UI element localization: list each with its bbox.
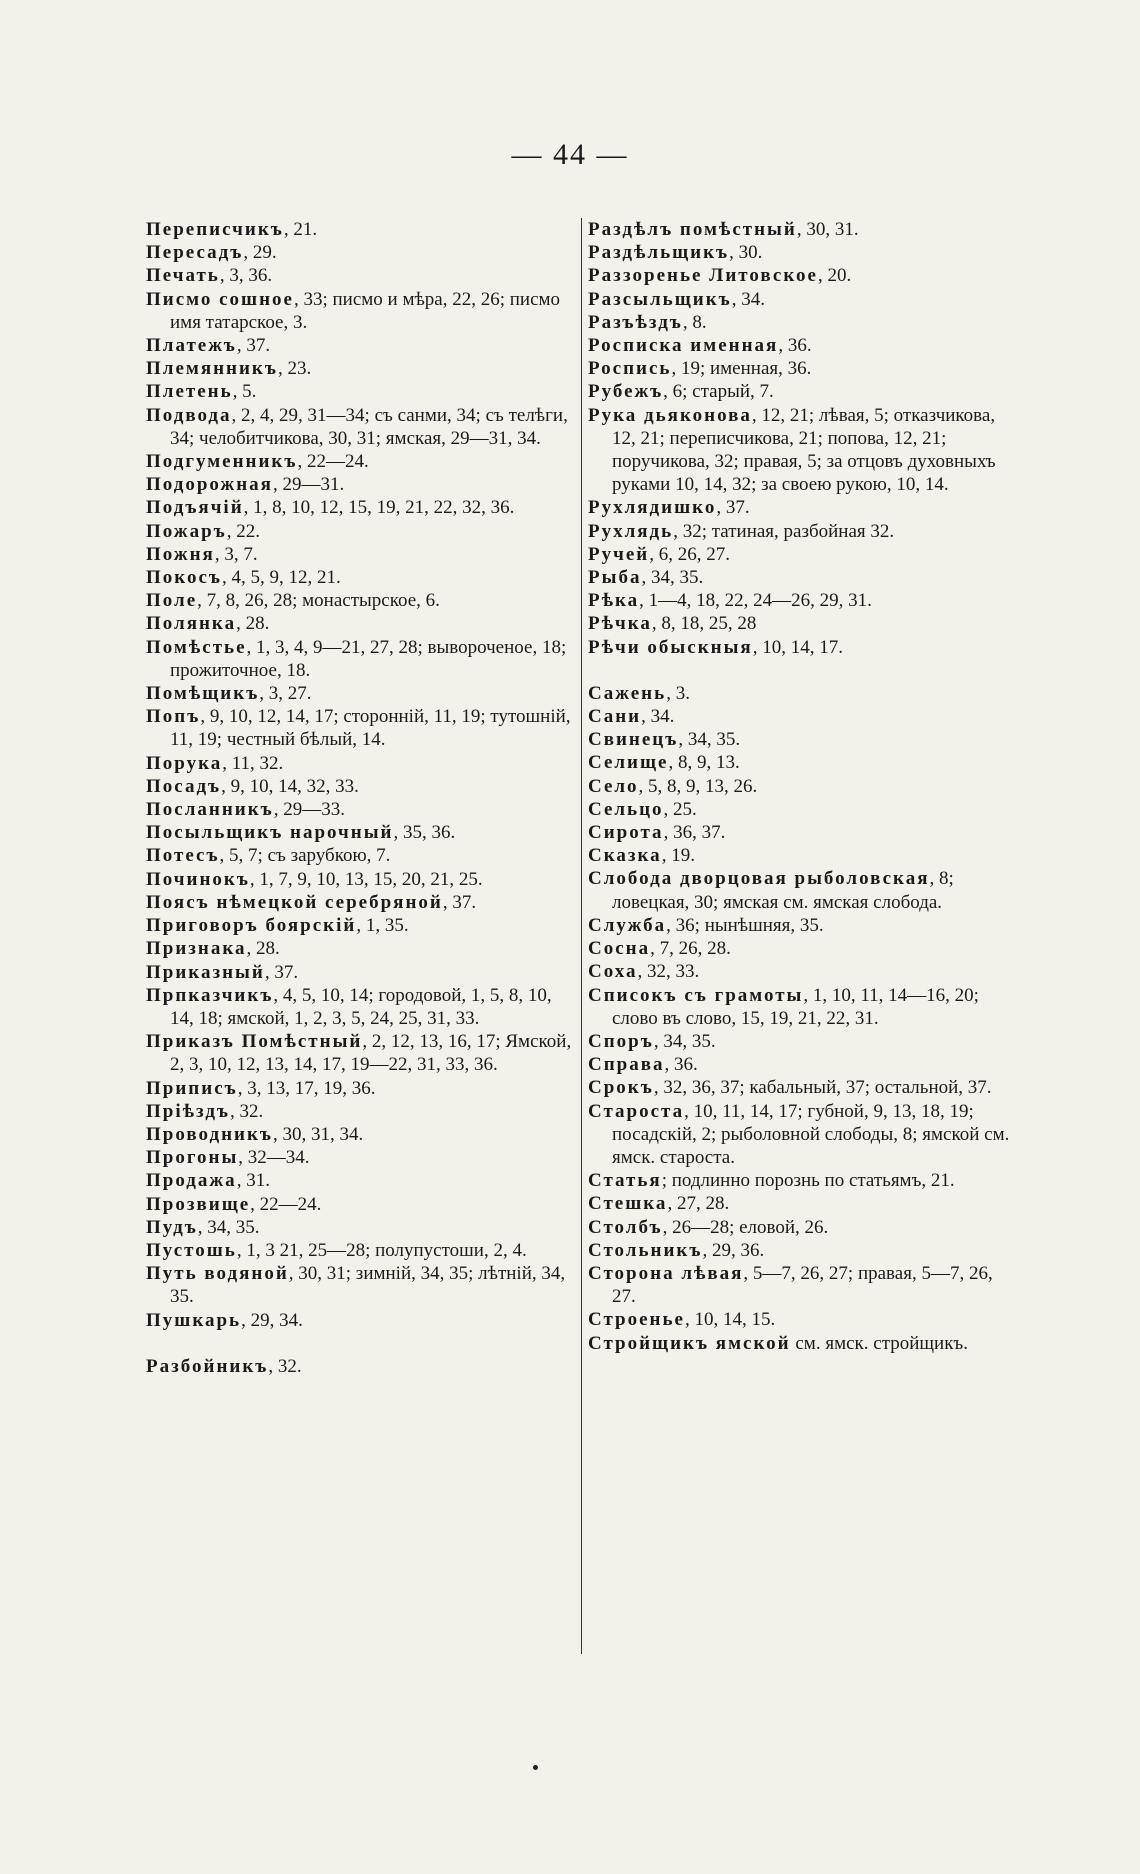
index-term: Платежъ [146, 335, 237, 357]
index-references: , 11, 32. [222, 752, 284, 774]
index-entry [146, 218, 576, 241]
index-entry [146, 380, 576, 403]
index-term: Пушкарь [146, 1309, 242, 1331]
index-references: , 4, 5, 10, 14; городовой, 1, 5, 8, 10, 14, 18; ямской, 1, 2, 3, 5, 24, 25, 31, 33. [170, 984, 552, 1029]
index-term: Рубежъ [588, 381, 664, 403]
index-term: Рыба [588, 567, 642, 589]
index-references: , 7, 26, 28. [650, 938, 731, 960]
index-entry [146, 1262, 576, 1308]
index-entry [588, 311, 1018, 334]
index-entry [588, 520, 1018, 543]
index-references: , 25. [663, 798, 697, 820]
index-references: , 37. [236, 335, 271, 357]
index-entry [588, 728, 1018, 751]
index-references: , 34, 35. [678, 729, 741, 751]
index-term: Споръ [588, 1030, 654, 1052]
index-references: , 1—4, 18, 22, 24—26, 29, 31. [639, 590, 872, 612]
index-entry [588, 404, 1018, 497]
index-term: Староста [588, 1100, 685, 1122]
index-term: Пустошь [146, 1239, 237, 1261]
index-entry [146, 937, 576, 960]
index-term: Проводникъ [146, 1123, 273, 1145]
index-references: , 1, 3 21, 25—28; полупустоши, 2, 4. [236, 1239, 527, 1261]
index-entry [588, 1239, 1018, 1262]
index-entry [588, 1262, 1018, 1308]
index-term: Подгуменникъ [146, 451, 298, 473]
index-entry [146, 1123, 576, 1146]
index-entry [146, 705, 576, 751]
index-references: , 9, 10, 12, 14, 17; стороннiй, 11, 19; тутошнiй, 11, 19; честный бѣлый, 14. [170, 706, 571, 751]
index-references: , 6, 26, 27. [649, 543, 730, 565]
index-term: Полянка [146, 613, 237, 635]
index-references: , 29—31. [272, 474, 345, 496]
index-term: Сторона лѣвая [588, 1262, 744, 1284]
index-term: Раздѣлъ помѣстный [588, 219, 797, 240]
page-number: — 44 — [511, 138, 629, 171]
letter-section-gap [146, 1332, 576, 1355]
index-references: , 32—34. [238, 1147, 310, 1169]
index-entry [588, 960, 1018, 983]
index-references: , 1, 3, 4, 9—21, 27, 28; вывороченое, 18; прожиточное, 18. [170, 636, 567, 681]
index-entry [146, 844, 576, 867]
index-term: Ручей [588, 543, 650, 565]
index-entry [588, 288, 1018, 311]
index-term: Стройщикъ ямской [588, 1332, 791, 1354]
index-references: , 34. [731, 288, 765, 310]
index-references: , 9, 10, 14, 32, 33. [221, 775, 359, 797]
index-entry [146, 775, 576, 798]
index-references: , 29—33. [273, 799, 345, 821]
index-entry [588, 636, 1018, 659]
index-references: , 5—7, 26, 27; правая, 5—7, 26, 27. [612, 1262, 993, 1308]
index-entry [146, 357, 576, 380]
index-references: , 6; старый, 7. [663, 381, 774, 403]
index-entry [588, 867, 1018, 913]
index-references: , 8. [682, 311, 707, 333]
index-term: Служба [588, 914, 667, 936]
index-references: , 28. [246, 938, 280, 960]
index-entry [146, 914, 576, 937]
index-term: Пожаръ [146, 520, 227, 542]
index-references: , 10, 14, 15. [684, 1309, 776, 1331]
index-entry [146, 1169, 576, 1192]
index-term: Село [588, 775, 639, 797]
index-term: Сказка [588, 845, 662, 867]
index-references: , 3, 27. [259, 683, 312, 705]
index-references: , 3, 36. [219, 265, 273, 287]
index-entry [588, 357, 1018, 380]
index-entry [588, 380, 1018, 403]
index-references: , 30, 31. [796, 219, 859, 240]
index-references: , 32; татиная, разбойная 32. [673, 520, 895, 542]
printed-dot-mark [533, 1765, 538, 1770]
index-references: , 5. [232, 381, 257, 403]
index-term: Потесъ [146, 845, 220, 867]
index-entry [146, 334, 576, 357]
index-term: Порука [146, 752, 223, 774]
index-entry [146, 636, 576, 682]
index-term: Сажень [588, 682, 667, 704]
index-references: , 8, 18, 25, 28 [651, 613, 757, 635]
index-references: , 1, 8, 10, 12, 15, 19, 21, 22, 32, 36. [243, 497, 515, 519]
index-term: Помѣстье [146, 636, 247, 658]
index-term: Подъячій [146, 497, 244, 519]
index-term: Прпказчикъ [146, 984, 274, 1006]
index-entry [588, 1100, 1018, 1170]
index-references: , 34, 35. [197, 1216, 260, 1238]
index-entry [146, 868, 576, 891]
index-term: Сосна [588, 938, 651, 960]
index-entry [146, 612, 576, 635]
index-term: Подорожная [146, 474, 273, 496]
index-entry [588, 241, 1018, 264]
index-term: Рѣка [588, 590, 640, 612]
index-references: , 10, 11, 14, 17; губной, 9, 13, 18, 19; посадскiй, 2; рыболовной слободы, 8; ямской см. ямск. староста. [612, 1100, 1010, 1168]
index-references: , 34. [641, 706, 675, 728]
index-references: , 2, 4, 29, 31—34; съ санми, 34; съ телѣги, 34; челобитчикова, 30, 31; ямская, 29—31, 34. [170, 404, 568, 449]
index-references: , 34, 35. [653, 1030, 716, 1052]
index-term: Разъѣздъ [588, 311, 683, 333]
index-term: Путь водяной [146, 1263, 289, 1285]
index-references: , 32. [268, 1355, 302, 1377]
index-references: , 35, 36. [393, 822, 456, 844]
index-term: Росписка именная [588, 335, 779, 357]
index-term: Сельцо [588, 798, 664, 820]
index-entry [588, 914, 1018, 937]
index-entry [588, 984, 1018, 1030]
index-references: , 32. [230, 1100, 264, 1122]
index-term: Писмо сошное [146, 288, 294, 310]
index-term: Починокъ [146, 868, 250, 890]
index-entry [588, 1332, 1018, 1355]
index-term: Справа [588, 1054, 665, 1076]
index-references: , 32, 36, 37; кабальный, 37; остальной, 37. [653, 1077, 992, 1099]
index-references: , 36; нынѣшняя, 35. [666, 914, 824, 936]
index-references: , 19; именная, 36. [671, 358, 812, 380]
index-term: Посадъ [146, 775, 222, 797]
index-references: , 1, 7, 9, 10, 13, 15, 20, 21, 25. [249, 868, 483, 890]
index-references: , 27, 28. [667, 1193, 730, 1215]
index-term: Прозвище [146, 1193, 251, 1215]
index-term: Поле [146, 590, 198, 612]
index-references: , 31. [236, 1170, 270, 1192]
index-term: Пожня [146, 543, 215, 565]
index-entry [588, 798, 1018, 821]
index-references: , 5, 8, 9, 13, 26. [638, 775, 758, 797]
index-references: , 19. [661, 845, 695, 867]
index-term: Приказъ Помѣстный [146, 1031, 363, 1053]
index-term: Переписчикъ [146, 219, 284, 240]
index-entry [588, 844, 1018, 867]
index-term: Сирота [588, 822, 664, 844]
letter-section-gap [588, 659, 1018, 682]
index-term: Селище [588, 752, 669, 774]
index-references: , 30, 31; зимнiй, 34, 35; лѣтнiй, 34, 35. [170, 1263, 566, 1308]
index-entry [588, 1053, 1018, 1076]
index-term: Помѣщикъ [146, 683, 260, 705]
index-entry [588, 775, 1018, 798]
index-references: , 4, 5, 9, 12, 21. [222, 567, 341, 589]
index-references: , 29. [243, 242, 277, 264]
index-references: , 12, 21; лѣвая, 5; отказчикова, 12, 21; переписчикова, 21; попова, 12, 21; поручикова, 32; правая, 5; за отцовъ духовныхъ руками 10, 14, 32; за своею рукою, 10, 14. [612, 404, 996, 496]
index-references: , 33; писмо и мѣра, 22, 26; писмо имя татарское, 3. [170, 288, 561, 333]
right-index-column [588, 218, 1018, 1355]
index-references: , 21. [283, 219, 318, 240]
index-term: Списокъ съ грамоты [588, 984, 804, 1006]
index-references: , 2, 12, 13, 16, 17; Ямской, 2, 3, 10, 12, 13, 14, 17, 19—22, 31, 33, 36. [170, 1031, 572, 1076]
index-references: , 23. [277, 358, 312, 380]
index-references: , 37. [716, 497, 750, 519]
index-references: ; подлинно порознь по статьямъ, 21. [661, 1170, 955, 1192]
index-term: Печать [146, 265, 220, 287]
index-entry [146, 1193, 576, 1216]
index-entry [146, 984, 576, 1030]
index-entry [146, 450, 576, 473]
index-term: Продажа [146, 1170, 237, 1192]
index-references: , 32, 33. [637, 961, 700, 983]
index-term: Срокъ [588, 1077, 654, 1099]
index-entry [588, 1308, 1018, 1331]
index-entry [588, 496, 1018, 519]
index-term: Рѣчи обыскныя [588, 636, 753, 658]
index-references: , 37. [264, 961, 299, 983]
index-term: Посыльщикъ нарочный [146, 822, 394, 844]
index-entry [146, 543, 576, 566]
index-term: Прогоны [146, 1147, 239, 1169]
index-references: , 8; ловецкая, 30; ямская см. ямская слобода. [612, 868, 954, 913]
index-term: Посланникъ [146, 799, 274, 821]
index-term: Рѣчка [588, 613, 652, 635]
index-entry [146, 1100, 576, 1123]
index-entry [588, 334, 1018, 357]
index-references: , 8, 9, 13. [668, 752, 740, 774]
index-term: Покосъ [146, 567, 222, 589]
index-term: Рухлядь [588, 520, 674, 542]
index-term: Столбъ [588, 1216, 663, 1238]
index-term: Пудъ [146, 1216, 198, 1238]
index-references: , 5, 7; съ зарубкою, 7. [219, 845, 391, 867]
index-term: Приписъ [146, 1077, 238, 1099]
index-entry [146, 1355, 576, 1378]
index-entry [146, 1216, 576, 1239]
index-references: , 22—24. [250, 1193, 322, 1215]
index-term: Попъ [146, 706, 201, 728]
index-entry [588, 751, 1018, 774]
index-entry [588, 566, 1018, 589]
index-entry [146, 520, 576, 543]
index-entry [588, 821, 1018, 844]
index-term: Раздѣльщикъ [588, 242, 730, 264]
index-entry [588, 682, 1018, 705]
index-entry [146, 1146, 576, 1169]
index-references: , 30. [729, 242, 763, 264]
left-index-column [146, 218, 576, 1378]
index-entry [146, 473, 576, 496]
index-term: Слобода дворцовая рыболовская [588, 868, 930, 890]
index-entry [146, 404, 576, 450]
index-term: Роспись [588, 358, 672, 380]
index-references: , 7, 8, 26, 28; монастырское, 6. [197, 590, 440, 612]
index-entry [146, 891, 576, 914]
index-references: , 36. [664, 1054, 698, 1076]
index-entry [146, 682, 576, 705]
index-entry [588, 1076, 1018, 1099]
index-entry [146, 961, 576, 984]
index-term: Приговоръ боярскiй [146, 915, 357, 937]
index-term: Приказный [146, 961, 265, 983]
index-term: Раззоренье Литовское [588, 265, 818, 287]
index-entry [146, 1077, 576, 1100]
index-entry [588, 705, 1018, 728]
index-references: , 22—24. [297, 451, 369, 473]
index-term: Разсыльщикъ [588, 288, 732, 310]
index-term: Свинецъ [588, 729, 679, 751]
index-entry [146, 241, 576, 264]
index-term: Статья [588, 1170, 662, 1192]
index-term: Рухлядишко [588, 497, 717, 519]
index-entry [588, 218, 1018, 241]
index-entry [146, 288, 576, 334]
index-references: , 30, 31, 34. [273, 1123, 364, 1145]
index-references: , 34, 35. [641, 567, 704, 589]
index-entry [146, 752, 576, 775]
index-references: , 37. [442, 891, 477, 913]
index-references: , 3, 7. [214, 543, 258, 565]
index-references: , 29, 34. [241, 1309, 303, 1331]
index-term: Плетень [146, 381, 233, 403]
index-term: Пересадъ [146, 242, 244, 264]
index-entry [146, 589, 576, 612]
index-term: Племянникъ [146, 358, 278, 380]
index-references: , 20. [817, 265, 852, 287]
index-references: , 10, 14, 17. [752, 636, 843, 658]
index-entry [146, 264, 576, 287]
column-divider [581, 218, 582, 1654]
index-entry [146, 1239, 576, 1262]
index-entry [588, 589, 1018, 612]
index-entry [588, 1030, 1018, 1053]
index-term: Поясъ нѣмецкой серебряной [146, 891, 443, 913]
index-entry [588, 1192, 1018, 1215]
index-entry [146, 496, 576, 519]
index-term: Рука дьяконова [588, 404, 752, 426]
index-references: , 29, 36. [702, 1239, 765, 1261]
index-entry [588, 543, 1018, 566]
index-references: , 3. [666, 682, 690, 704]
index-references: , 1, 10, 11, 14—16, 20; слово въ слово, 15, 19, 21, 22, 31. [612, 984, 979, 1029]
index-entry [146, 821, 576, 844]
index-term: Стешка [588, 1193, 668, 1215]
index-entry [588, 612, 1018, 635]
index-entry [146, 1309, 576, 1332]
index-references: , 3, 13, 17, 19, 36. [237, 1077, 376, 1099]
index-entry [146, 1030, 576, 1076]
index-references: , 36, 37. [663, 822, 726, 844]
index-term: Строенье [588, 1309, 685, 1331]
index-references: , 22. [226, 520, 260, 542]
index-references: , 28. [236, 613, 270, 635]
index-entry [588, 1216, 1018, 1239]
index-term: Подвода [146, 404, 232, 426]
index-references: см. ямск. стройщикъ. [790, 1332, 968, 1354]
index-term: Разбойникъ [146, 1355, 269, 1377]
index-entry [146, 566, 576, 589]
index-entry [146, 798, 576, 821]
index-references: , 1, 35. [356, 915, 409, 937]
index-term: Соха [588, 961, 638, 983]
index-term: Сани [588, 706, 642, 728]
index-references: , 36. [778, 335, 812, 357]
index-entry [588, 1169, 1018, 1192]
index-references: , 26—28; еловой, 26. [662, 1216, 829, 1238]
index-term: Прiѣздъ [146, 1100, 231, 1122]
index-entry [588, 264, 1018, 287]
index-term: Признака [146, 938, 247, 960]
index-term: Стольникъ [588, 1239, 703, 1261]
index-entry [588, 937, 1018, 960]
